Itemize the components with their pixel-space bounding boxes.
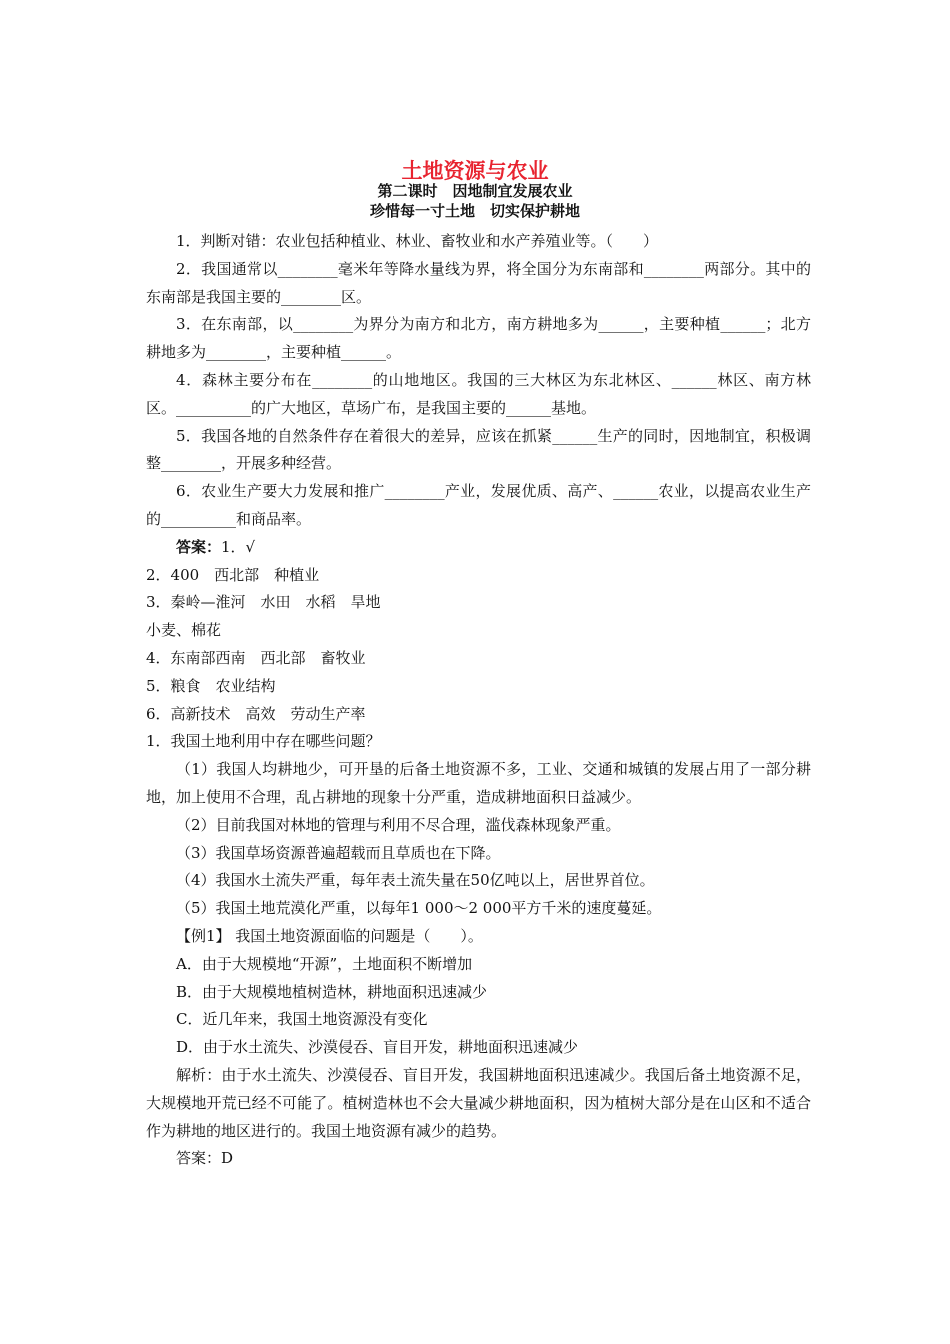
answer-4: 4．东南部西南 西北部 畜牧业	[146, 648, 366, 667]
discussion-point-2: （2）目前我国对林地的管理与利用不尽合理，滥伐森林现象严重。	[176, 815, 621, 834]
discussion-question: 1．我国土地利用中存在哪些问题？	[146, 732, 381, 751]
answer-3: 3．秦岭—淮河 水田 水稻 旱地	[146, 593, 381, 612]
answer-1: 1．√	[221, 537, 256, 556]
answer-3-cont: 小麦、棉花	[146, 621, 222, 640]
example-option-b: B．由于大规模地植树造林，耕地面积迅速减少	[176, 982, 488, 1001]
lesson-subtitle: 第二课时 因地制宜发展农业	[377, 182, 573, 200]
discussion-point-3: （3）我国草场资源普遍超载而且草质也在下降。	[176, 843, 501, 862]
document-body	[146, 228, 811, 1173]
question-2: 2．我国通常以________毫米年等降水量线为界，将全国分为东南部和________两部分。其中的东南部是我国主要的________区。	[146, 259, 811, 306]
question-1: 1．判断对错：农业包括种植业、林业、畜牧业和水产养殖业等。（ ）	[176, 232, 659, 250]
answer-line-1	[146, 534, 811, 562]
example-stem: 【例1】 我国土地资源面临的问题是（ ）。	[176, 926, 483, 945]
answer-2: 2．400 西北部 种植业	[146, 565, 320, 584]
example-option-d: D．由于水土流失、沙漠侵吞、盲目开发，耕地面积迅速减少	[176, 1038, 579, 1057]
example-analysis: 解析：由于水土流失、沙漠侵吞、盲目开发，我国耕地面积迅速减少。我国后备土地资源不足，大规模地开荒已经不可能了。植树造林也不会大量减少耕地面积，因为植树大部分是在山区和不适合作为耕地的地区进行的。我国土地资源有减少的趋势。	[146, 1065, 811, 1140]
question-4: 4．森林主要分布在________的山地地区。我国的三大林区为东北林区、______林区、南方林区。__________的广大地区，草场广布，是我国主要的______基地。	[146, 370, 811, 417]
example-option-c: C．近几年来，我国土地资源没有变化	[176, 1010, 428, 1029]
question-5: 5．我国各地的自然条件存在着很大的差异，应该在抓紧______生产的同时，因地制宜，积极调整________，开展多种经营。	[146, 426, 811, 473]
document-title: 土地资源与农业	[401, 158, 549, 183]
discussion-point-4: （4）我国水土流失严重，每年表土流失量在50亿吨以上，居世界首位。	[176, 871, 655, 890]
discussion-point-1: （1）我国人均耕地少，可开垦的后备土地资源不多，工业、交通和城镇的发展占用了一部分耕地，加上使用不合理，乱占耕地的现象十分严重，造成耕地面积日益减少。	[146, 760, 811, 806]
question-6: 6．农业生产要大力发展和推广________产业，发展优质、高产、______农业，以提高农业生产的__________和商品率。	[146, 482, 811, 528]
section-subtitle: 珍惜每一寸土地 切实保护耕地	[369, 202, 580, 220]
example-answer: 答案：D	[176, 1149, 234, 1168]
question-3: 3．在东南部，以________为界分为南方和北方，南方耕地多为______，主要种植______；北方耕地多为________，主要种植______。	[146, 315, 811, 362]
answer-label: 答案：	[176, 537, 222, 556]
example-option-a: A．由于大规模地“开源”，土地面积不断增加	[176, 954, 473, 973]
answer-6: 6．高新技术 高效 劳动生产率	[146, 704, 366, 723]
discussion-point-5: （5）我国土地荒漠化严重，以每年1 000～2 000平方千米的速度蔓延。	[176, 899, 662, 918]
answer-5: 5．粮食 农业结构	[146, 676, 276, 695]
